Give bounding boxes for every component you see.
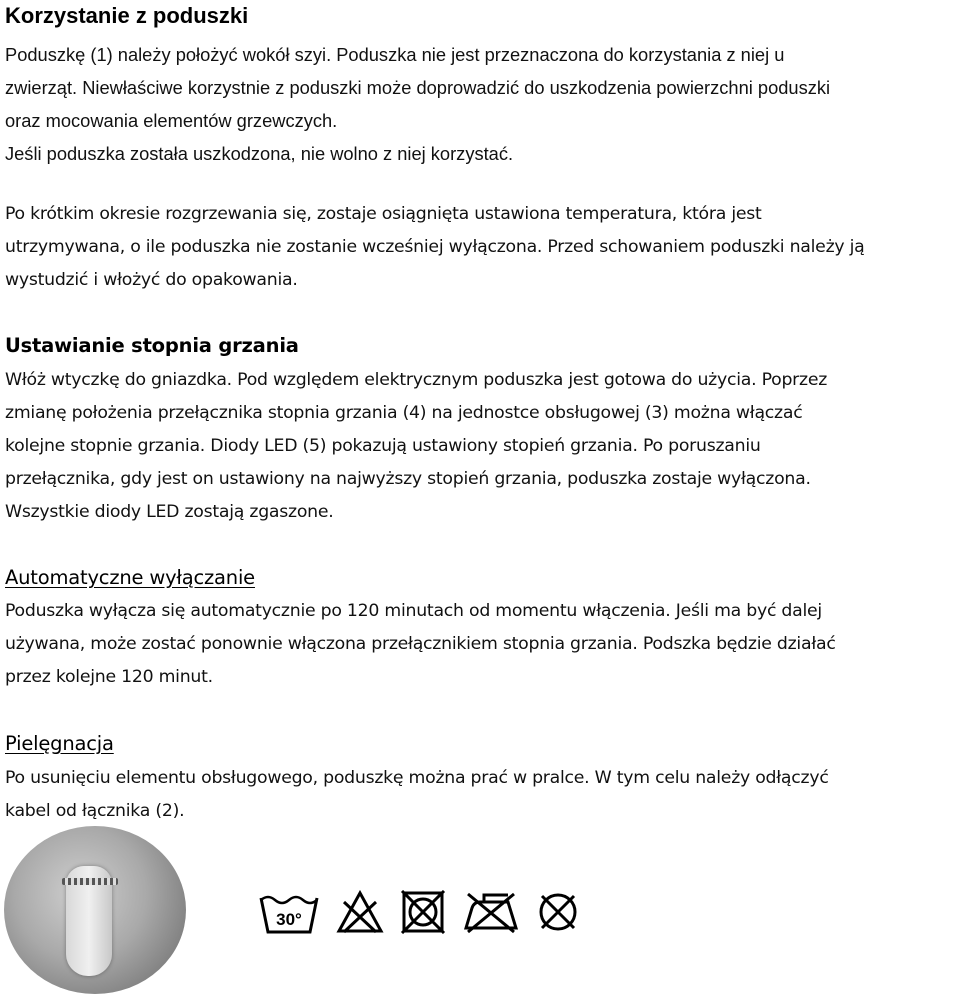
auto-off-line-2: używana, może zostać ponownie włączona przełącznikiem stopnia grzania. Podszka będzie działać bbox=[5, 634, 836, 654]
auto-off-line-1: Poduszka wyłącza się automatycznie po 120 minutach od momentu włączenia. Jeśli ma być dalej bbox=[5, 601, 822, 621]
wash-temperature-label: 30° bbox=[276, 910, 302, 929]
connector-photo bbox=[4, 826, 186, 994]
care-heading: Pielęgnacja bbox=[5, 732, 114, 755]
care-line-1: Po usunięciu elementu obsługowego, poduszkę można prać w pralce. W tym celu należy odłączyć bbox=[5, 768, 829, 788]
connector-strip bbox=[62, 878, 118, 885]
wash-30-icon bbox=[258, 890, 320, 934]
heating-line-1: Po krótkim okresie rozgrzewania się, zostaje osiągnięta ustawiona temperatura, która jest bbox=[5, 204, 762, 224]
no-dry-clean-icon bbox=[536, 890, 580, 934]
heat-level-heading: Ustawianie stopnia grzania bbox=[5, 334, 299, 357]
usage-line-4: Jeśli poduszka została uszkodzona, nie wolno z niej korzystać. bbox=[5, 143, 514, 164]
no-bleach-icon bbox=[336, 890, 384, 934]
usage-line-3: oraz mocowania elementów grzewczych. bbox=[5, 110, 338, 131]
heat-level-line-2: zmianę położenia przełącznika stopnia grzania (4) na jednostce obsługowej (3) można włączać bbox=[5, 403, 803, 423]
no-iron-icon bbox=[462, 890, 520, 934]
usage-line-2: zwierząt. Niewłaściwe korzystnie z poduszki może doprowadzić do uszkodzenia powierzchni poduszki bbox=[5, 77, 831, 98]
usage-heading: Korzystanie z poduszki bbox=[5, 3, 249, 28]
auto-off-heading: Automatyczne wyłączanie bbox=[5, 566, 255, 589]
heat-level-line-3: kolejne stopnie grzania. Diody LED (5) pokazują ustawiony stopień grzania. Po poruszaniu bbox=[5, 436, 761, 456]
heat-level-line-4: przełącznika, gdy jest on ustawiony na najwyższy stopień grzania, poduszka zostaje wyłączona. bbox=[5, 469, 811, 489]
heat-level-line-1: Włóż wtyczkę do gniazdka. Pod względem elektrycznym poduszka jest gotowa do użycia. Poprzez bbox=[5, 370, 828, 390]
care-symbols bbox=[258, 884, 580, 934]
heat-level-line-5: Wszystkie diody LED zostają zgaszone. bbox=[5, 502, 334, 522]
care-line-2: kabel od łącznika (2). bbox=[5, 801, 185, 821]
usage-line-1: Poduszkę (1) należy położyć wokół szyi. Poduszka nie jest przeznaczona do korzystania z niej u bbox=[5, 44, 785, 65]
auto-off-line-3: przez kolejne 120 minut. bbox=[5, 667, 213, 687]
heating-line-3: wystudzić i włożyć do opakowania. bbox=[5, 270, 298, 290]
heating-line-2: utrzymywana, o ile poduszka nie zostanie wcześniej wyłączona. Przed schowaniem poduszki należy ją bbox=[5, 237, 865, 257]
no-tumble-dry-icon bbox=[400, 890, 446, 934]
